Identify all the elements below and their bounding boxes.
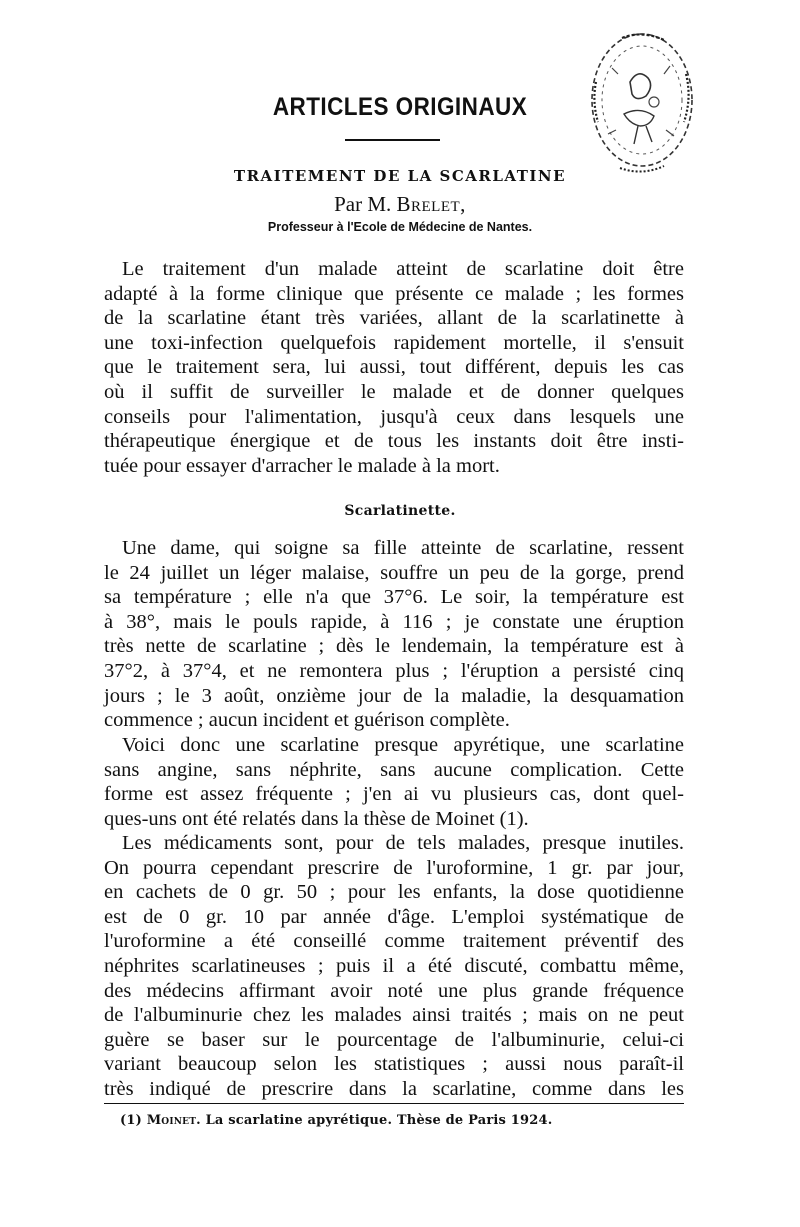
treatment-paragraph [104, 831, 684, 1102]
text-line: Les médicaments sont, pour de tels malades, presque inutiles. [122, 832, 684, 854]
footnote-divider [104, 1103, 684, 1104]
text-line: l'uroformine a été conseillé comme traitement préventif des [104, 930, 684, 953]
text-line: à 38°, mais le pouls rapide, à 116 ; je constate une éruption [104, 610, 684, 633]
footnote-author: Moinet. [146, 1113, 201, 1128]
text-line: On pourra cependant prescrire de l'uroformine, 1 gr. par jour, [104, 856, 684, 879]
text-line: Une dame, qui soigne sa fille atteinte de scarlatine, ressent [122, 537, 684, 559]
title-divider [345, 139, 440, 141]
discussion-paragraph [104, 733, 684, 831]
text-line: où il suffit de surveiller le malade et de donner quelques [104, 380, 684, 403]
text-line: conseils pour l'alimentation, jusqu'à ceux dans lesquels une [104, 405, 684, 428]
text-line: en cachets de 0 gr. 50 ; pour les enfants, la dose quotidienne [104, 881, 684, 904]
case-paragraph [104, 536, 684, 733]
author-affiliation: Professeur à l'Ecole de Médecine de Nantes. [267, 220, 533, 234]
text-line: Voici donc une scarlatine presque apyrétique, une scarlatine [122, 734, 684, 756]
text-line: très indiqué de prescrire dans la scarlatine, comme dans les [104, 1077, 684, 1100]
text-line: très nette de scarlatine ; dès le lendemain, la température est à [104, 635, 684, 658]
author-line [0, 192, 800, 217]
text-line: des médecins affirmant avoir noté une plus grande fréquence [104, 979, 684, 1002]
footnote-marker: (1) [120, 1113, 142, 1128]
text-line: commence ; aucun incident et guérison complète. [104, 709, 510, 732]
text-line: une toxi-infection quelquefois rapidement mortelle, il s'ensuit [104, 331, 684, 354]
text-line: est de 0 gr. 10 par année d'âge. L'emploi systématique de [104, 905, 684, 928]
text-line: que le traitement sera, lui aussi, tout différent, depuis les cas [104, 356, 684, 379]
footnote [120, 1113, 553, 1128]
footnote-text: La scarlatine apyrétique. Thèse de Paris 1924. [205, 1113, 553, 1128]
text-line: le 24 juillet un léger malaise, souffre un peu de la gorge, prend [104, 561, 684, 584]
text-line: sa température ; elle n'a que 37°6. Le soir, la température est [104, 586, 684, 609]
text-line: sans angine, sans néphrite, sans aucune complication. Cette [104, 758, 684, 781]
text-line: adapté à la forme clinique que présente ce malade ; les formes [104, 282, 684, 305]
text-line: tuée pour essayer d'arracher le malade à la mort. [104, 454, 500, 477]
subheading: Scarlatinette. [344, 503, 456, 519]
text-line: Le traitement d'un malade atteint de scarlatine doit être [122, 258, 684, 280]
text-line: de l'albuminurie chez les malades ainsi traités ; mais on ne peut [104, 1004, 684, 1027]
text-line: néphrites scarlatineuses ; puis il a été discuté, combattu même, [104, 954, 684, 977]
text-line: variant beaucoup selon les statistiques ; aussi nous paraît-il [104, 1053, 684, 1076]
text-line: 37°2, à 37°4, et ne remontera plus ; l'éruption a persisté cinq [104, 659, 684, 682]
author-prefix: Par M. [334, 192, 392, 216]
section-title: ARTICLES ORIGINAUX [272, 93, 528, 121]
text-line: forme est assez fréquente ; j'en ai vu plusieurs cas, dont quel- [104, 783, 684, 806]
article-title: TRAITEMENT DE LA SCARLATINE [233, 167, 567, 185]
text-line: thérapeutique énergique et de tous les instants doit être insti- [104, 430, 684, 453]
text-line: ques-uns ont été relatés dans la thèse de Moinet (1). [104, 807, 529, 830]
author-name: Brelet, [396, 192, 466, 216]
text-line: guère se baser sur le pourcentage de l'albuminurie, celui-ci [104, 1028, 684, 1051]
text-line: jours ; le 3 août, onzième jour de la maladie, la desquamation [104, 684, 684, 707]
text-line: de la scarlatine étant très variées, allant de la scarlatinette à [104, 307, 684, 330]
intro-paragraph [104, 257, 684, 478]
